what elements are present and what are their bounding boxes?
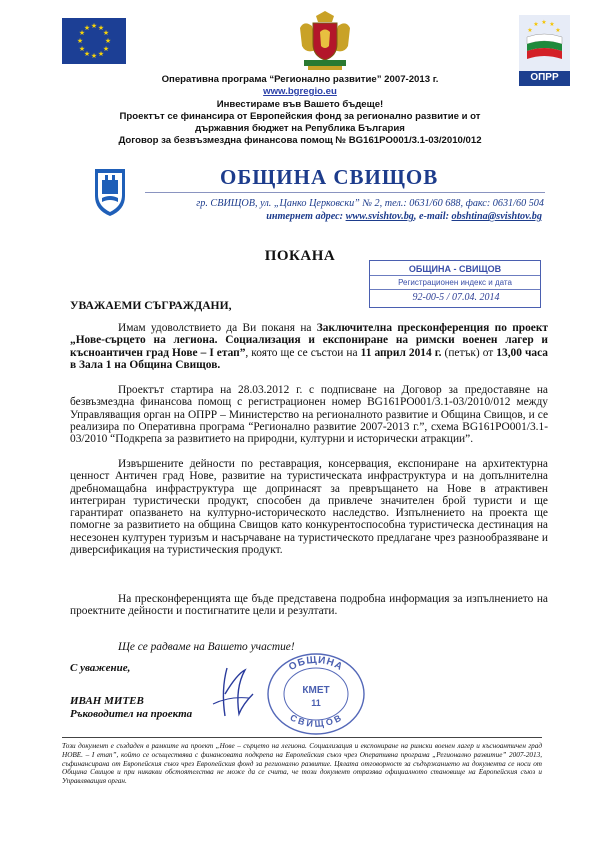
svg-text:★: ★ [90, 22, 98, 30]
handwritten-signature [205, 664, 265, 720]
p1-text: (петък) от [441, 346, 497, 359]
svg-text:★: ★ [102, 29, 110, 37]
signer-role: Ръководител на проекта [70, 708, 193, 720]
svg-text:★: ★ [83, 50, 91, 58]
svg-text:★: ★ [78, 29, 86, 37]
closing-line: Ще се радваме на Вашето участие! [118, 641, 295, 653]
svg-text:★: ★ [97, 24, 105, 32]
program-line: Оперативна програма “Регионално развитие” 2007-2013 г. [161, 74, 439, 85]
svg-text:★: ★ [541, 19, 547, 26]
funding-line-1: Проектът се финансира от Европейския фонд за регионално развитие и от [119, 111, 481, 122]
municipality-seal [264, 651, 368, 737]
website-link[interactable]: www.bgregio.eu [263, 86, 337, 97]
svg-text:СВИЩОВ [288, 712, 343, 729]
paragraph-4: На пресконференцията ще бъде представена подробна информация за изпълнението на проектните дейности и постигнатите цели и резултати. [70, 593, 548, 618]
page-title: ПОКАНА [264, 248, 336, 264]
slogan: Инвестираме във Вашето бъдеще! [216, 99, 384, 110]
eu-flag-logo [62, 18, 126, 64]
svishtov-crest-logo [92, 166, 128, 218]
stamp-line-1: ОБЩИНА - СВИЩОВ [408, 264, 502, 274]
seal-bottom-text: СВИЩОВ [288, 712, 344, 729]
contract-line: Договор за безвъзмездна финансова помощ № BG161PO001/3.1-03/2010/012 [118, 135, 482, 146]
greeting: УВАЖАЕМИ СЪГРАЖДАНИ, [70, 299, 232, 312]
funding-line-2: държавния бюджет на Република България [195, 123, 405, 134]
regards: С уважение, [70, 662, 131, 674]
p1-time-place: 13,00 часа в Зала 1 на Община Свищов. [70, 346, 548, 371]
p1-project-title: Заключителна пресконференция по проект „Нове-сърцето на легиона. Социализация и експониране на римски военен лагер и късноантичен град Нове – I етап” [70, 322, 549, 359]
svg-text:★: ★ [76, 37, 84, 45]
paragraph-3: Извършените дейности по реставрация, консервация, експониране на архитектурна ценност Античен град Нове, развитие на туристическата инфраструктура и на допълнителна дребномащабна инфраструктура ще допринасят за превръщането на Нове в атрактивен интегриран туристически продукт, способен да привлече значителен брой туристи и ще гарантират опазването на културно-историческото наследство. Изпълнението на проекта ще помогне за развитието на община Свищов като конкурентоспособна туристическа дестинация на несезонен културен туризъм и насърчаване на туристическото предлагане чрез разнообразяване и диверсификация на туристическия продукт. [70, 458, 548, 557]
stamp-line-2: Регистрационен индекс и дата [398, 278, 512, 287]
svg-text:★: ★ [83, 24, 91, 32]
seal-top-text: ОБЩИНА [287, 654, 345, 674]
footer-divider [62, 737, 542, 738]
stamp-line-3: 92-00-5 / 07.04. 2014 [412, 292, 500, 303]
oprr-label: ОПРР [530, 72, 559, 83]
stamp-divider [370, 289, 540, 290]
paragraph-1 [70, 322, 548, 371]
email-link[interactable]: obshtina@svishtov.bg [451, 211, 542, 222]
registration-stamp [369, 260, 541, 308]
svg-text:★: ★ [104, 37, 112, 45]
paragraph-2: Проектът стартира на 28.03.2012 г. с подписване на Договор за предоставяне на безвъзмездна финансова помощ с регистрационен номер BG161PO001/3.1-03/2010/012 между Управляващия орган на ОПРР – Министерство на регионалното развитие и Община Свищов, и се реализира по Оперативна програма “Регионално развитие 2007-2013 г.”, схема BG161PO001/3.1-03/2010 “Подкрепа за развитието на природни, културни и исторически атракции”. [70, 384, 548, 446]
svg-text:★: ★ [549, 21, 555, 28]
municipality-contacts [152, 211, 542, 222]
svg-text:★: ★ [78, 45, 86, 53]
web-prefix: интернет адрес: [266, 211, 346, 222]
seal-center-text: КМЕТ [302, 685, 330, 696]
signer-name: ИВАН МИТЕВ [70, 695, 144, 707]
municipality-divider [145, 192, 545, 193]
svg-text:★: ★ [555, 27, 561, 34]
p1-text: Имам удоволствието да Ви поканя на [118, 322, 317, 334]
p1-text: , която ще се състои на [245, 346, 361, 359]
p1-date: 11 април 2014 г. [360, 346, 442, 359]
municipality-name: ОБЩИНА СВИЩОВ [220, 165, 439, 189]
municipality-address: гр. СВИЩОВ, ул. „Цанко Церковски” № 2, тел.: 0631/60 688, факс: 0631/60 504 [196, 198, 544, 209]
svg-text:★: ★ [102, 45, 110, 53]
stamp-divider [370, 275, 540, 276]
svg-text:★: ★ [533, 21, 539, 28]
svg-text:★: ★ [527, 27, 533, 34]
email-prefix: , e-mail: [413, 211, 452, 222]
bulgarian-coat-of-arms-logo [296, 10, 354, 72]
seal-number: 11 [311, 698, 321, 708]
footer-disclaimer: Този документ е създаден в рамките на проект „Нове – сърцето на легиона. Социализация и експониране на римски военен лагер и късноантичен град НОВЕ. – I етап”, който се осъществява с финансовата подкрепа на Европейския съюз чрез Оперативна програма „Регионално развитие” 2007-2013, съфинансирана от Европейския съюз чрез Европейския фонд за регионално развитие. Цялата отговорност за съдържанието на документа се носи от Община Свищов и при никакви обстоятелства не може да се счита, че този документ отразява официалното становище на Европейския съюз и Управляващия орган. [62, 742, 542, 786]
svg-text:★: ★ [90, 52, 98, 60]
svg-text:★: ★ [97, 50, 105, 58]
web-link[interactable]: www.svishtov.bg [345, 211, 414, 222]
website-row [0, 86, 600, 98]
